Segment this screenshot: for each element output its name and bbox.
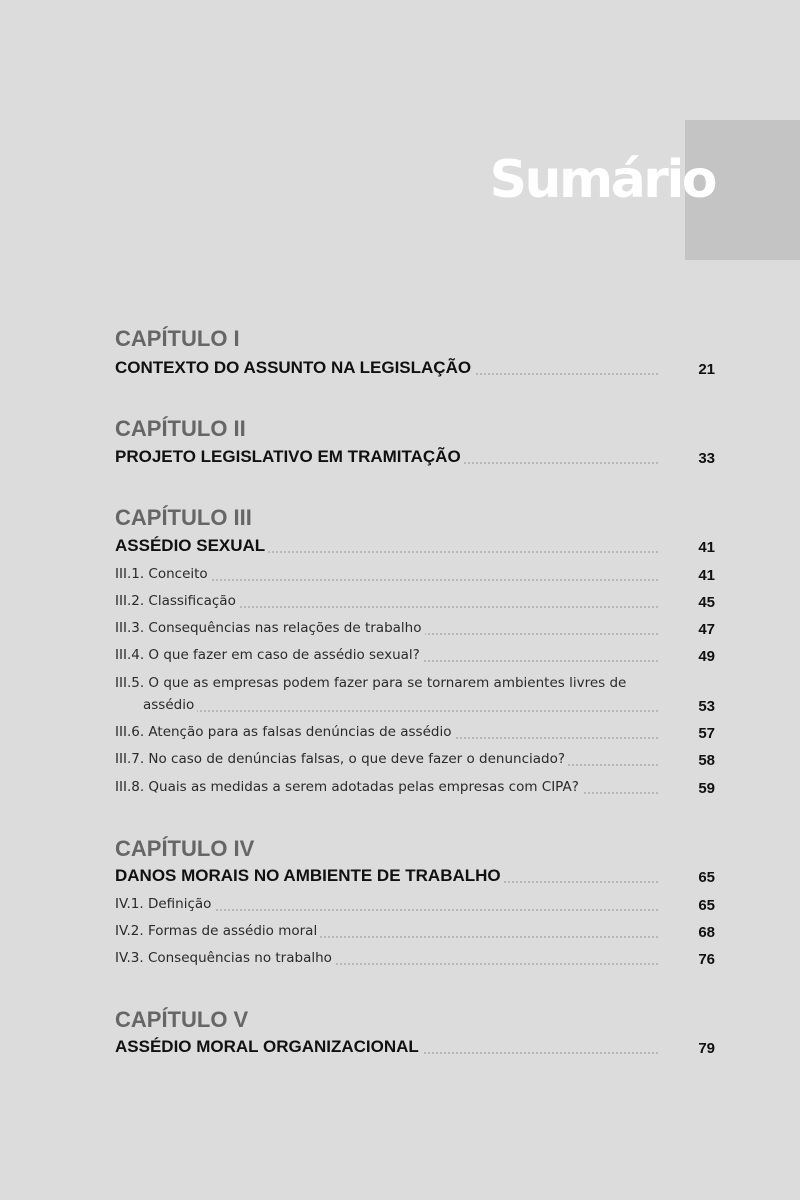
toc-entry-4-1[interactable] (115, 893, 715, 915)
page-number: 47 (698, 621, 715, 638)
toc-chapter-title-1[interactable] (115, 357, 715, 379)
toc-entry-3-3[interactable] (115, 617, 715, 639)
toc-entry-label: IV.2. Formas de assédio moral (115, 920, 320, 942)
chapter-title-text: ASSÉDIO MORAL ORGANIZACIONAL (115, 1036, 422, 1058)
toc-entry-label: III.7. No caso de denúncias falsas, o que deve fazer o denunciado? (115, 748, 568, 770)
toc-entry-3-7[interactable] (115, 748, 715, 770)
page-number: 41 (698, 539, 715, 556)
toc-entry-4-2[interactable] (115, 920, 715, 942)
toc-entry-label: III.1. Conceito (115, 563, 211, 585)
toc-chapter-title-4[interactable] (115, 865, 715, 887)
page-number: 53 (698, 698, 715, 715)
chapter-heading-1: CAPÍTULO I (115, 326, 240, 351)
page-number: 21 (698, 361, 715, 378)
chapter-title-text: ASSÉDIO SEXUAL (115, 535, 268, 557)
toc-entry-3-2[interactable] (115, 590, 715, 612)
page-number: 79 (698, 1040, 715, 1057)
toc-entry-label: IV.1. Definição (115, 893, 214, 915)
toc-entry-label: III.8. Quais as medidas a serem adotadas pelas empresas com CIPA? (115, 776, 582, 798)
toc-entry-3-8[interactable] (115, 776, 715, 798)
toc-entry-label: III.2. Classificação (115, 590, 239, 612)
page-number: 41 (698, 567, 715, 584)
chapter-heading-3: CAPÍTULO III (115, 505, 252, 530)
toc-entry-label: III.4. O que fazer em caso de assédio sexual? (115, 644, 423, 666)
chapter-title-text: CONTEXTO DO ASSUNTO NA LEGISLAÇÃO (115, 357, 474, 379)
page-number: 57 (698, 725, 715, 742)
page-number: 45 (698, 594, 715, 611)
page-title: Sumário (489, 150, 715, 210)
chapter-heading-5: CAPÍTULO V (115, 1007, 249, 1032)
page-number: 59 (698, 780, 715, 797)
page-number: 65 (698, 897, 715, 914)
page-number: 58 (698, 752, 715, 769)
chapter-title-text: DANOS MORAIS NO AMBIENTE DE TRABALHO (115, 865, 504, 887)
page-number: 76 (698, 951, 715, 968)
page-number: 33 (698, 450, 715, 467)
toc-chapter-title-3[interactable] (115, 535, 715, 557)
page-number: 65 (698, 869, 715, 886)
chapter-title-text: PROJETO LEGISLATIVO EM TRAMITAÇÃO (115, 446, 464, 468)
toc-entry-label: IV.3. Consequências no trabalho (115, 947, 335, 969)
toc-chapter-title-2[interactable] (115, 446, 715, 468)
toc-entry-3-1[interactable] (115, 563, 715, 585)
chapter-heading-4: CAPÍTULO IV (115, 836, 255, 861)
chapter-heading-2: CAPÍTULO II (115, 416, 246, 441)
toc-entry-3-4[interactable] (115, 644, 715, 666)
toc-entry-label: III.3. Consequências nas relações de trabalho (115, 617, 425, 639)
page-number: 49 (698, 648, 715, 665)
toc-entry-4-3[interactable] (115, 947, 715, 969)
toc-entry-3-6[interactable] (115, 721, 715, 743)
toc-entry-3-5[interactable] (115, 694, 715, 716)
page-number: 68 (698, 924, 715, 941)
toc-entry-3-5-line1[interactable]: III.5. O que as empresas podem fazer para se tornarem ambientes livres de (115, 675, 627, 691)
toc-entry-label: III.6. Atenção para as falsas denúncias de assédio (115, 721, 454, 743)
toc-chapter-title-5[interactable] (115, 1036, 715, 1058)
dot-leader (143, 694, 658, 716)
toc-entry-label-continued: assédio (143, 694, 197, 716)
